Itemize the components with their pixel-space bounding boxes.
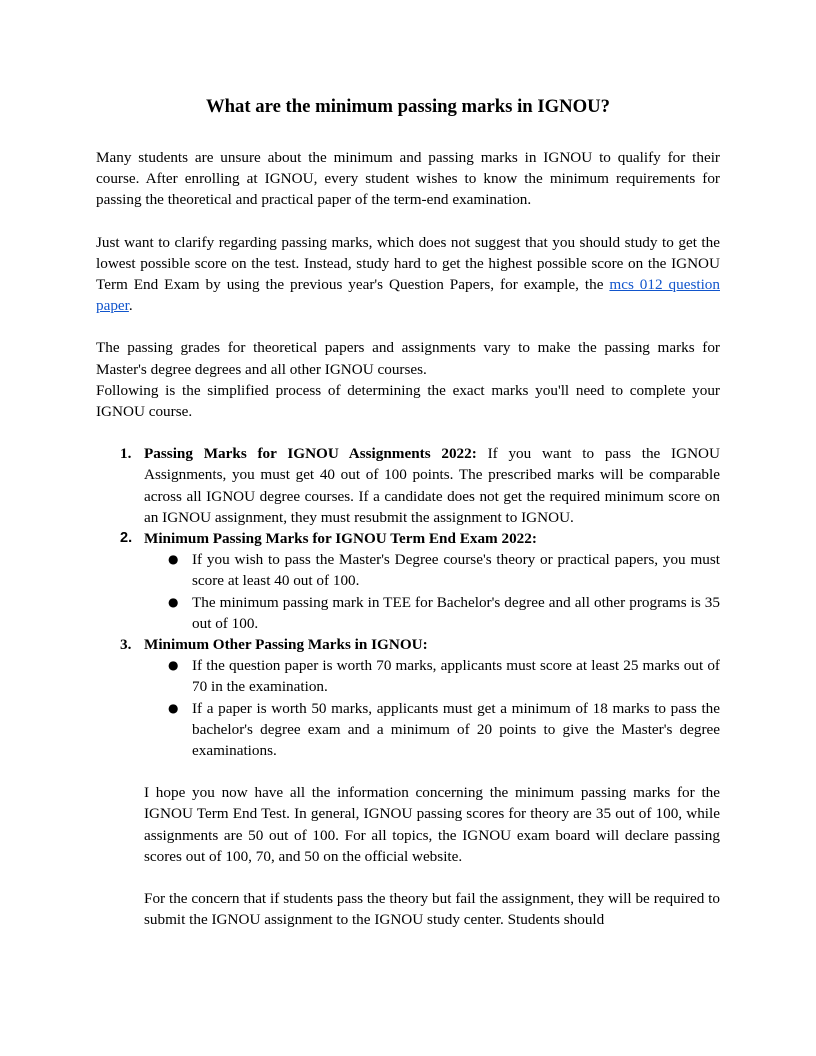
sub-list <box>144 655 720 761</box>
list-item-term-end-exam <box>96 528 720 634</box>
paragraph-process: Following is the simplified process of determining the exact marks you'll need to complete your IGNOU course. <box>96 381 720 421</box>
paragraph-clarify <box>96 232 720 317</box>
bullet-icon: ● <box>168 552 179 567</box>
mcs-012-question-paper-link[interactable]: mcs 012 question paper <box>96 276 720 315</box>
list-item-heading: Minimum Passing Marks for IGNOU Term End Exam 2022: <box>144 530 537 548</box>
list-item-text: If you want to pass the IGNOU Assignments, you must get 40 out of 100 points. The prescribed marks will be comparable across all IGNOU degree courses. If a candidate does not get the required minimum score on an IGNOU assignment, they must resubmit the assignment to IGNOU. <box>144 445 720 526</box>
paragraph-clarify-end: . <box>128 297 133 315</box>
list-item-heading: Minimum Other Passing Marks in IGNOU: <box>144 636 428 654</box>
sub-list-item <box>144 655 720 697</box>
list-number: 1. <box>120 445 132 463</box>
list-item-other-marks <box>96 634 720 761</box>
sub-list <box>144 549 720 634</box>
sub-list-item-text: If a paper is worth 50 marks, applicants must get a minimum of 18 marks to pass the bachelor's degree exam and a minimum of 20 points to give the Master's degree examinations. <box>192 699 720 760</box>
sub-list-item <box>144 592 720 634</box>
list-item-assignments <box>96 443 720 528</box>
paragraph-concern: For the concern that if students pass the theory but fail the assignment, they will be required to submit the IGNOU assignment to the IGNOU study center. Students should <box>144 890 720 929</box>
sub-list-item-text: If you wish to pass the Master's Degree course's theory or practical papers, you must score at least 40 out of 100. <box>192 551 720 590</box>
bullet-icon: ● <box>168 658 179 673</box>
passing-marks-list <box>96 443 720 761</box>
page-title: What are the minimum passing marks in IGNOU? <box>205 96 611 117</box>
document-page <box>96 96 720 931</box>
bullet-icon: ● <box>168 594 179 609</box>
closing-section <box>96 782 720 930</box>
list-number: 2. <box>120 530 133 547</box>
sub-list-item-text: If the question paper is worth 70 marks, applicants must score at least 25 marks out of 70 in the examination. <box>192 657 720 696</box>
paragraph-intro: Many students are unsure about the minimum and passing marks in IGNOU to qualify for their course. After enrolling at IGNOU, every student wishes to know the minimum requirements for passing the theoretical and practical paper of the term-end examination. <box>96 149 720 209</box>
sub-list-item <box>144 549 720 591</box>
list-number: 3. <box>120 636 132 654</box>
sub-list-item <box>144 698 720 762</box>
list-item-heading: Passing Marks for IGNOU Assignments 2022: <box>144 445 477 463</box>
bullet-icon: ● <box>168 700 179 715</box>
paragraph-passing-grades: The passing grades for theoretical papers and assignments vary to make the passing marks for Master's degree degrees and all other IGNOU courses. <box>96 339 720 378</box>
paragraph-clarify-text: Just want to clarify regarding passing marks, which does not suggest that you should study to get the lowest possible score on the test. Instead, study hard to get the highest possible score on the IGNOU Term End Exam by using the previous year's Question Papers, for example, the <box>96 233 720 294</box>
paragraph-summary: I hope you now have all the information concerning the minimum passing marks for the IGNOU Term End Test. In general, IGNOU passing scores for theory are 35 out of 100, while assignments are 50 out of 100. For all topics, the IGNOU exam board will declare passing scores out of 100, 70, and 50 on the official website. <box>144 784 720 865</box>
sub-list-item-text: The minimum passing mark in TEE for Bachelor's degree and all other programs is 35 out of 100. <box>192 593 720 632</box>
